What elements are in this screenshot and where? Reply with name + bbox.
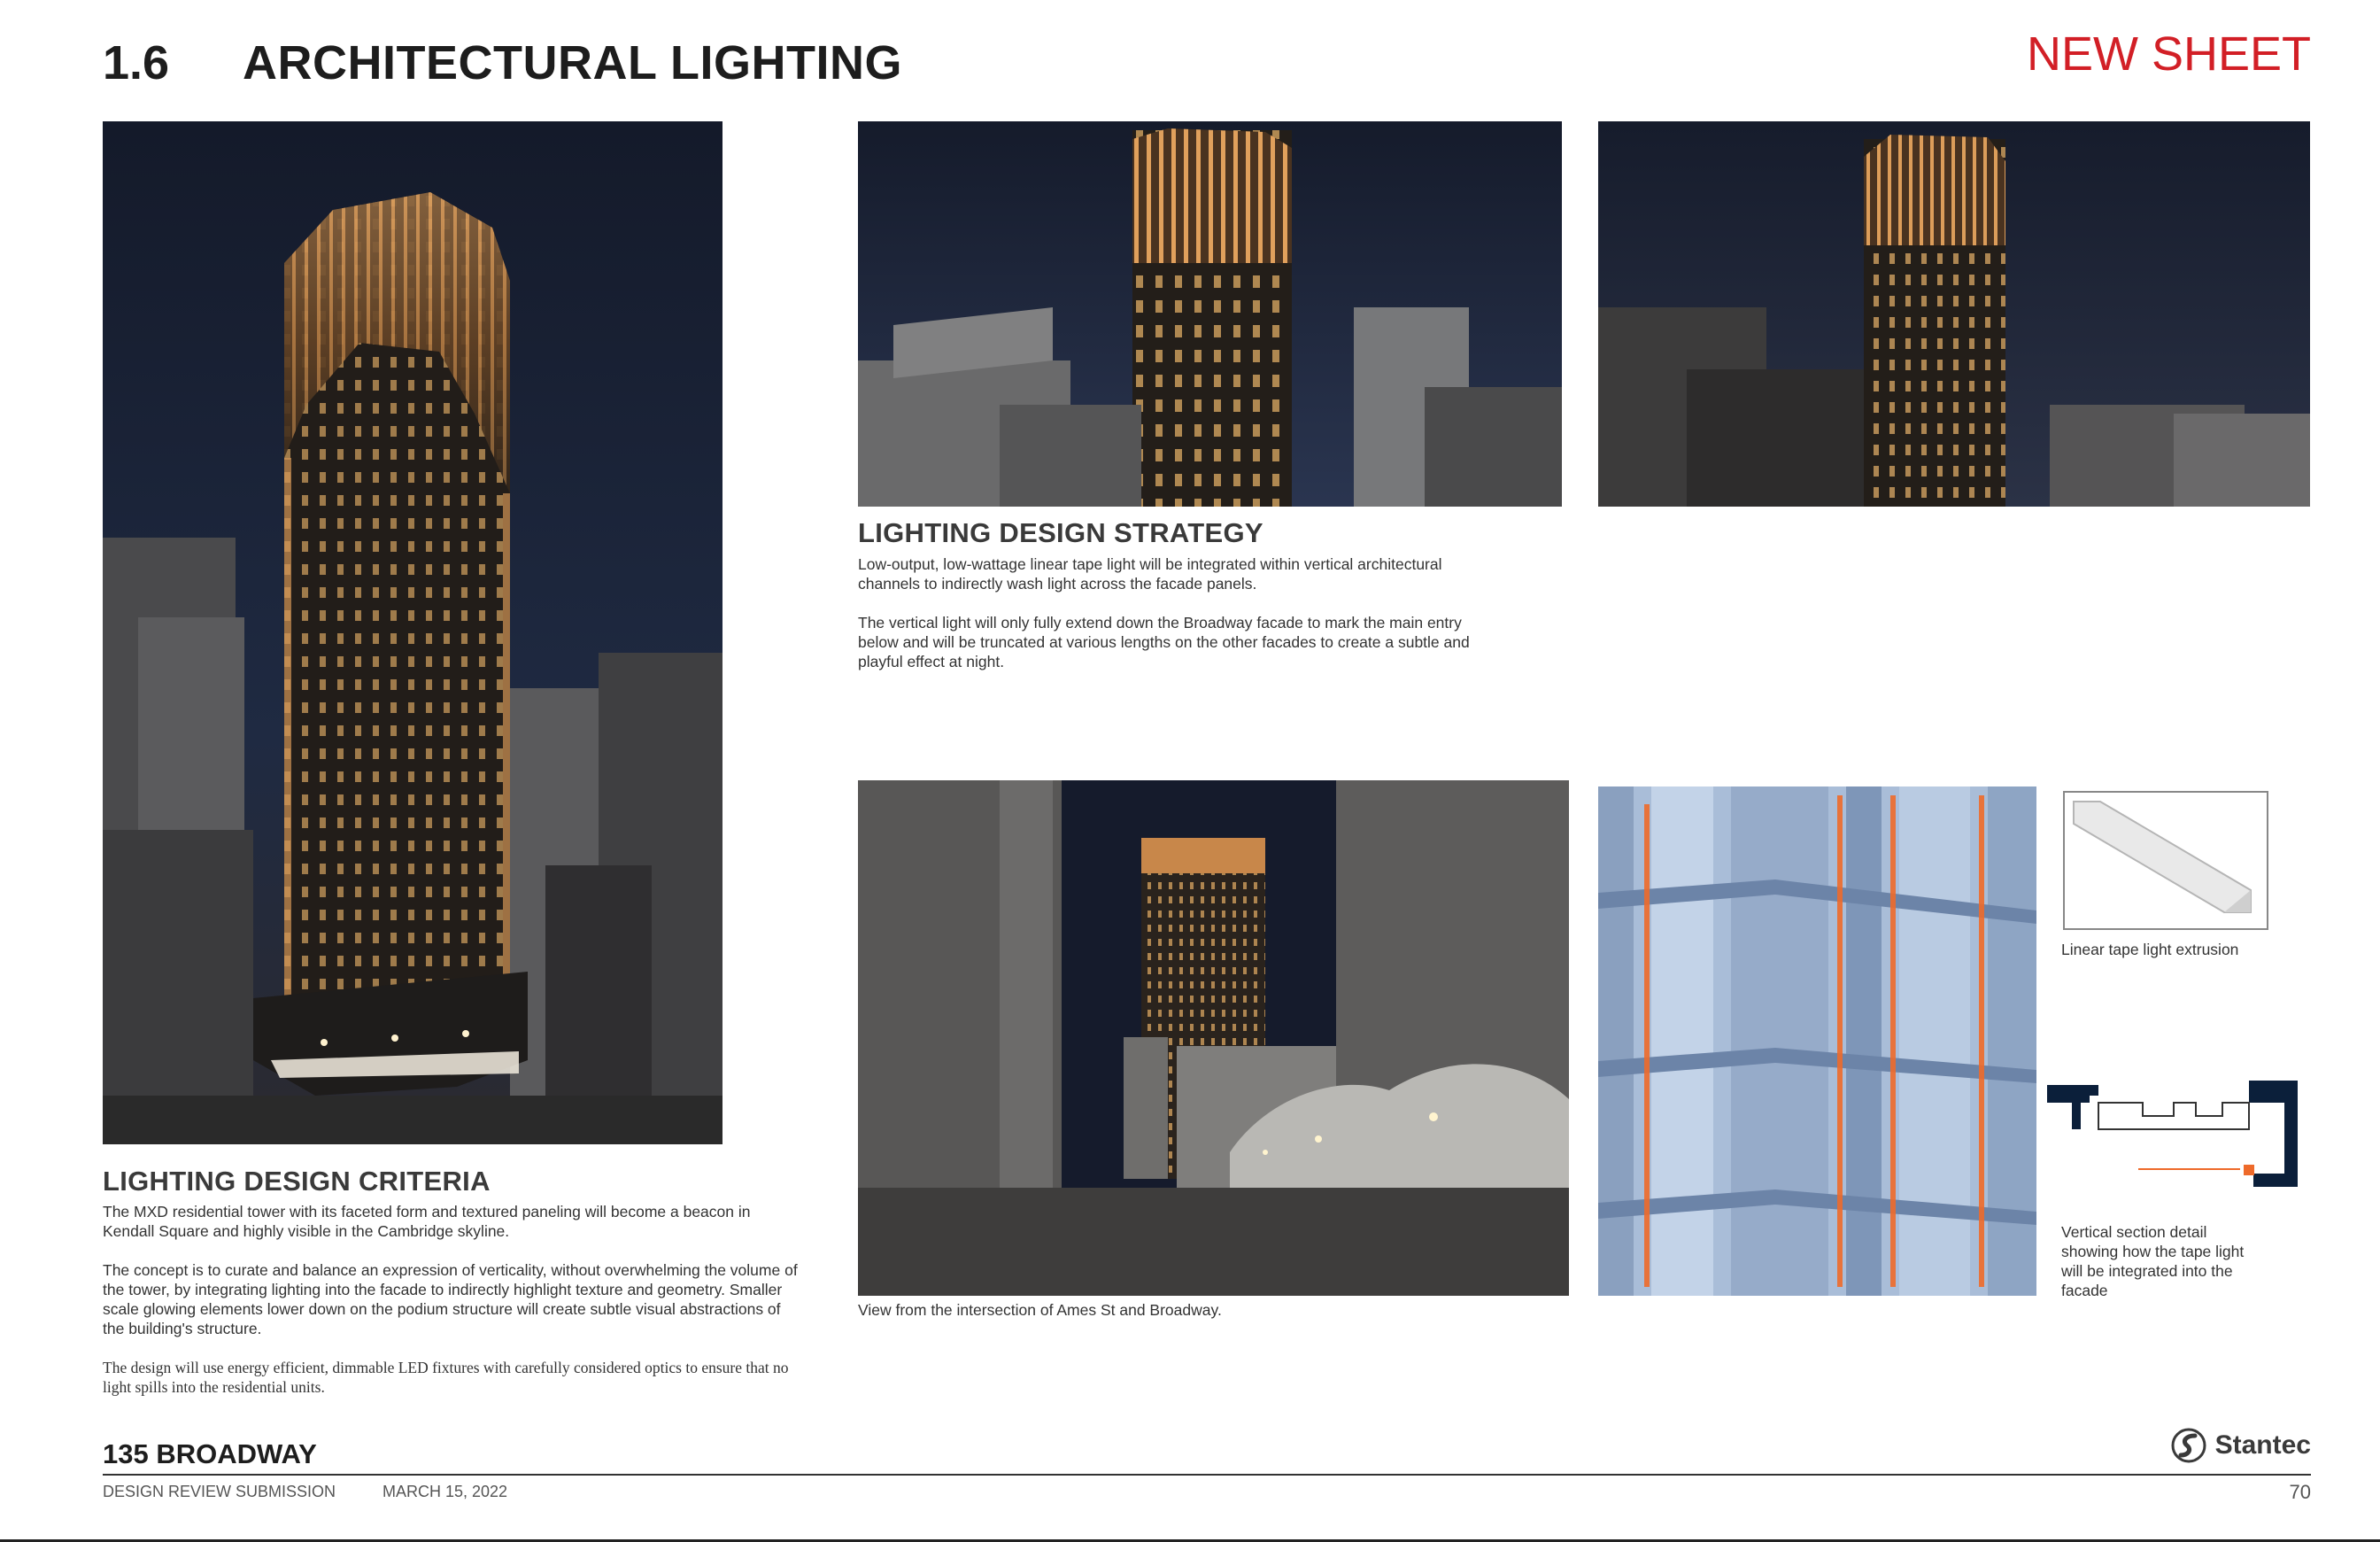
- stantec-logo-icon: [2171, 1428, 2206, 1463]
- tape-light-extrusion-image: [2063, 791, 2268, 930]
- strategy-paragraph-2: The vertical light will only fully extend down the Broadway facade to mark the main entry below and will be truncated at various lengths on the other facades to create a subtle and playful effect at night.: [858, 614, 1470, 670]
- footer-divider: [103, 1474, 2311, 1476]
- tower-crown-rendering-street: [858, 121, 1562, 507]
- criteria-paragraph-2: The concept is to curate and balance an expression of verticality, without overwhelming the volume of the tower, by integrating lighting into the facade to indirectly highlight texture and geometry. Smaller scale glowing elements lower down on the podium structure will create subtle visual abstractions of the building's structure.: [103, 1261, 798, 1337]
- tower-crown-rendering-distance: [1598, 121, 2310, 507]
- section-detail-caption: Vertical section detail showing how the tape light will be integrated into the facade: [2061, 1223, 2245, 1299]
- tower-night-rendering: [103, 121, 722, 1144]
- submission-date: MARCH 15, 2022: [382, 1483, 508, 1500]
- criteria-paragraph-1: The MXD residential tower with its faceted form and textured paneling will become a beacon in Kendall Square and highly visible in the Cambridge skyline.: [103, 1203, 751, 1240]
- street-view-caption: View from the intersection of Ames St and Broadway.: [858, 1301, 1222, 1319]
- criteria-heading: LIGHTING DESIGN CRITERIA: [103, 1166, 491, 1197]
- project-name: 135 BROADWAY: [103, 1438, 317, 1469]
- stantec-logo-text: Stantec: [2214, 1430, 2311, 1460]
- criteria-paragraph-3: The design will use energy efficient, dimmable LED fixtures with carefully considered optics to ensure that no light spills into the residential units.: [103, 1359, 789, 1396]
- section-number: 1.6: [103, 36, 170, 89]
- facade-lighting-detail: [1598, 786, 2036, 1296]
- stantec-logo: [2171, 1428, 2311, 1463]
- extrusion-caption: Linear tape light extrusion: [2061, 941, 2239, 958]
- submission-type: DESIGN REVIEW SUBMISSION: [103, 1483, 336, 1500]
- strategy-heading: LIGHTING DESIGN STRATEGY: [858, 517, 1263, 548]
- page-number: 70: [2289, 1481, 2311, 1503]
- new-sheet-label: NEW SHEET: [2026, 27, 2311, 81]
- strategy-paragraph-1: Low-output, low-wattage linear tape light will be integrated within vertical architectural channels to indirectly wash light across the facade panels.: [858, 555, 1442, 593]
- street-view-rendering: [858, 780, 1569, 1296]
- page-title: ARCHITECTURAL LIGHTING: [243, 36, 902, 89]
- vertical-section-detail-drawing: [2045, 1076, 2298, 1187]
